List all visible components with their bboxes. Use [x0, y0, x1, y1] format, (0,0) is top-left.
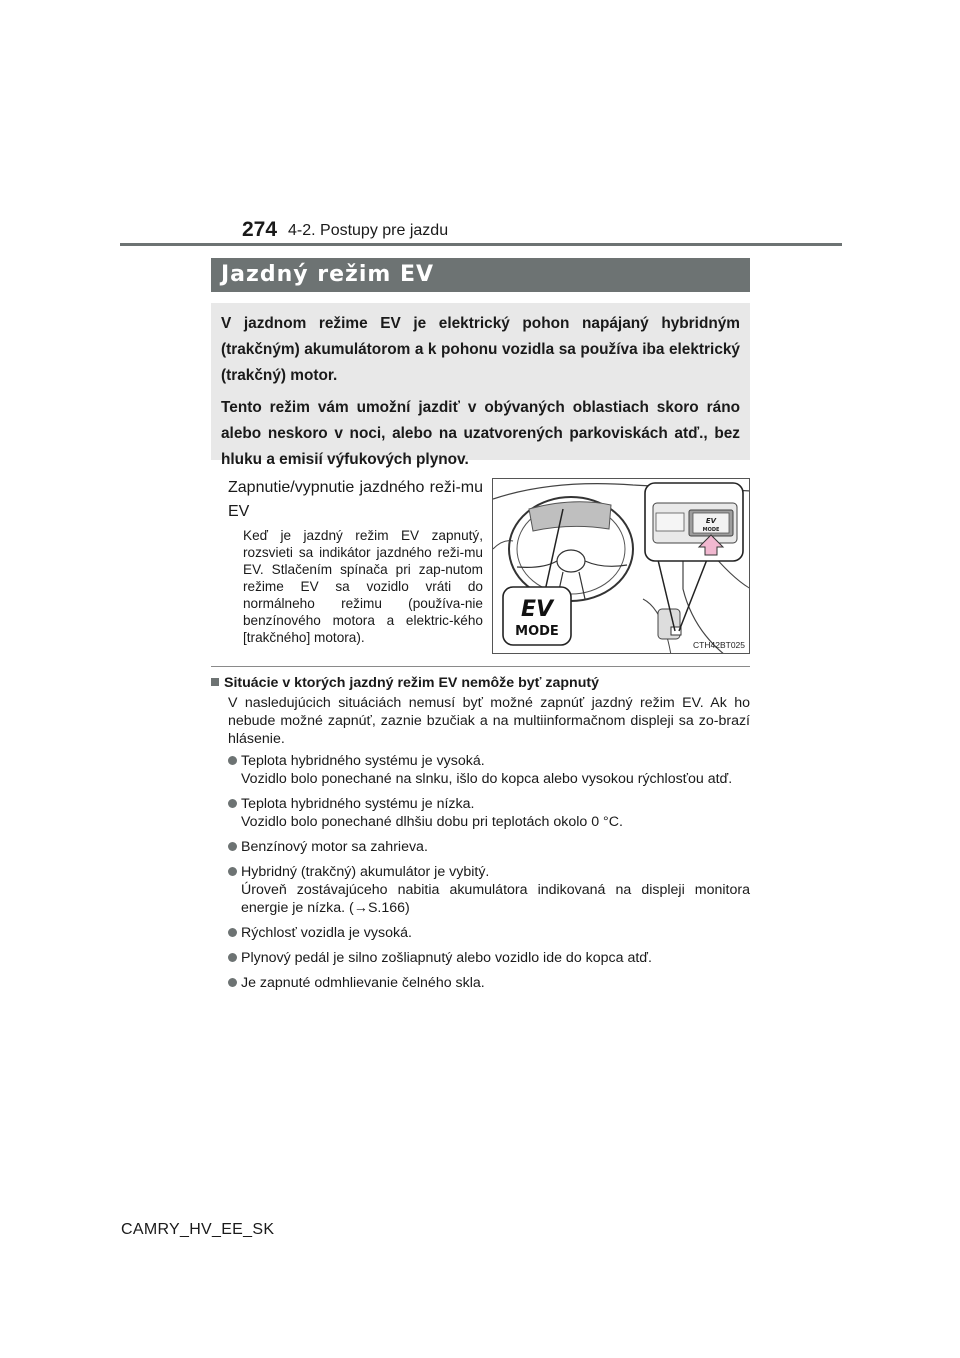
page-title: Jazdný režim EV: [221, 262, 434, 287]
header-rule: [120, 243, 842, 246]
intro-paragraph-2: Tento režim vám umožní jazdiť v obývaných oblastiach skoro ráno alebo neskoro v noci, alebo na uzatvorených parkoviskách atď., bez hluku a emisií výfukových plynov.: [221, 399, 740, 468]
list-item-title: Teplota hybridného systému je vysoká.: [241, 753, 485, 769]
figure-code: CTH42BT025: [693, 640, 745, 650]
list-item-title: Je zapnuté odmhlievanie čelného skla.: [241, 975, 485, 991]
ev-mode-figure: [492, 478, 750, 654]
inset-label-mode: MODE: [515, 624, 559, 639]
intro-paragraph-1: V jazdnom režime EV je elektrický pohon napájaný hybridným (trakčným) akumulátorom a k pohonu vozidla sa používa iba elektrický (trakčný) motor.: [221, 315, 740, 384]
list-item: [228, 752, 750, 788]
list-item-title: Rýchlosť vozidla je vysoká.: [241, 925, 412, 941]
button-label-ev: EV: [705, 517, 717, 525]
list-item: [228, 795, 750, 831]
list-item-detail: Úroveň zostávajúceho nabitia akumulátora indikovaná na displeji monitora energie je nízka. (→S.166): [241, 882, 750, 916]
list-item: [228, 949, 750, 967]
situations-intro: V nasledujúcich situáciách nemusí byť možné zapnúť jazdný režim EV. Ak ho nebude možné zapnúť, zaznie bzučiak a na multiinformačnom displeji sa zo-brazí hlásenie.: [228, 695, 750, 747]
list-item: [228, 838, 750, 856]
section-label: 4-2. Postupy pre jazdu: [288, 222, 449, 239]
list-item-title: Benzínový motor sa zahrieva.: [241, 839, 428, 855]
separator-rule: [211, 666, 750, 667]
list-item: [228, 863, 750, 917]
situations-heading-text: Situácie v ktorých jazdný režim EV nemôže byť zapnutý: [224, 675, 599, 691]
list-item-detail: Vozidlo bolo ponechané dlhšiu dobu pri teplotách okolo 0 °C.: [241, 814, 623, 830]
list-item-title: Plynový pedál je silno zošliapnutý alebo vozidlo ide do kopca atď.: [241, 950, 652, 966]
list-item: [228, 974, 750, 992]
square-bullet-icon: [211, 678, 219, 686]
list-item-title: Teplota hybridného systému je nízka.: [241, 796, 475, 812]
list-item-title: Hybridný (trakčný) akumulátor je vybitý.: [241, 864, 490, 880]
button-label-mode: MODE: [702, 527, 720, 533]
page-number: 274: [242, 218, 278, 241]
list-item: [228, 924, 750, 942]
situations-heading: [211, 675, 599, 691]
toggle-title: Zapnutie/vypnutie jazdného reži-mu EV: [228, 479, 483, 520]
footer-model-code: CAMRY_HV_EE_SK: [121, 1221, 275, 1238]
toggle-body: Keď je jazdný režim EV zapnutý, rozsvieti sa indikátor jazdného reži-mu EV. Stlačením spínača pri zap-nutom režime EV sa vozidlo vráti do normálneho režimu (používa-nie benzínového motora a elektric-kého [trakčného] motora).: [243, 528, 483, 645]
list-item-detail: Vozidlo bolo ponechané na slnku, išlo do kopca alebo vysokou rýchlosťou atď.: [241, 771, 733, 787]
inset-label-ev: EV: [520, 597, 554, 622]
intro-box: [211, 303, 750, 468]
situations-list: [228, 752, 750, 999]
dashboard-illustration: [493, 479, 750, 654]
title-bar: [211, 258, 750, 292]
